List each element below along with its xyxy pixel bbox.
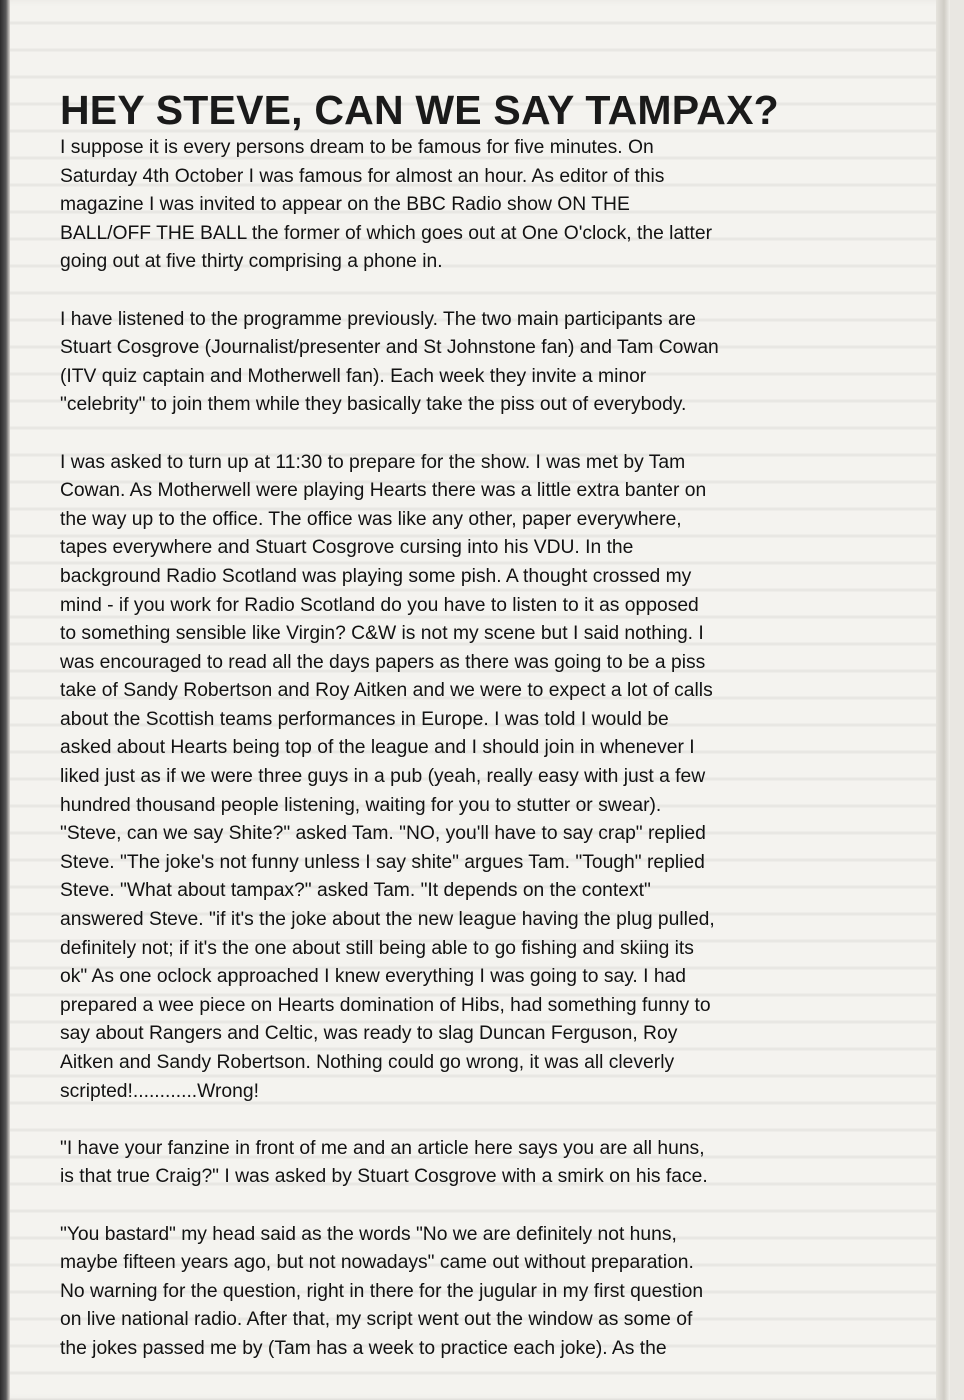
article-paragraph-2: I have listened to the programme previously. The two main participants are Stuart Cosgrove (Journalist/presenter and St Johnstone fan) and Tam Cowan (ITV quiz captain and Motherwell fan). Each week they invite a minor "celebrity" to join them while they basically take the piss out of everybody. <box>60 308 719 416</box>
article-paragraph-4: "I have your fanzine in front of me and an article here says you are all huns, is that true Craig?" I was asked by Stuart Cosgrove with a smirk on his face. <box>60 1137 708 1188</box>
article-paragraph-3: I was asked to turn up at 11:30 to prepare for the show. I was met by Tam Cowan. As Motherwell were playing Hearts there was a little extra banter on the way up to the office. The office was like any other, paper everywhere, tapes everywhere and Stuart Cosgrove cursing into his VDU. In the background Radio Scotland was playing some pish. A thought crossed my mind - if you work for Radio Scotland do you have to listen to it as opposed to something sensible like Virgin? C&W is not my scene but I said nothing. I was encouraged to read all the days papers as there was going to be a piss take of Sandy Robertson and Roy Aitken and we were to expect a lot of calls about the Scottish teams performances in Europe. I was told I would be asked about Hearts being top of the league and I should join in whenever I liked just as if we were three guys in a pub (yeah, really easy with just a few hundred thousand people listening, waiting for you to stutter or swear). "Steve, can we say Shite?" asked Tam. "NO, you'll have to say crap" replied Steve. "The joke's not funny unless I say shite" argues Tam. "Tough" replied Steve. "What about tampax?" asked Tam. "It depends on the context" answered Steve. "if it's the joke about the new league having the plug pulled, definitely not; if it's the one about still being able to go fishing and skiing its ok" As one oclock approached I knew everything I was going to say. I had prepared a wee piece on Hearts domination of Hibs, had something funny to say about Rangers and Celtic, was ready to slag Duncan Ferguson, Roy Aitken and Sandy Robertson. Nothing could go wrong, it was all cleverly scripted!............Wrong! <box>60 451 715 1102</box>
article-headline: HEY STEVE, CAN WE SAY TAMPAX? <box>60 87 779 133</box>
magazine-page <box>10 0 950 1400</box>
article <box>60 86 900 1364</box>
paragraph-spacer <box>60 277 900 306</box>
paragraph-spacer <box>60 420 900 449</box>
paragraph-spacer <box>60 1106 900 1135</box>
article-paragraph-5: "You bastard" my head said as the words "No we are definitely not huns, maybe fifteen years ago, but not nowadays" came out without preparation. No warning for the question, right in there for the jugular in my first question on live national radio. After that, my script went out the window as some of the jokes passed me by (Tam has a week to practice each joke). As the <box>60 1223 704 1359</box>
article-paragraph-1: I suppose it is every persons dream to be famous for five minutes. On Saturday 4th October I was famous for almost an hour. As editor of this magazine I was invited to appear on the BBC Radio show ON THE BALL/OFF THE BALL the former of which goes out at One O'clock, the latter going out at five thirty comprising a phone in. <box>60 137 713 273</box>
paragraph-spacer <box>60 1192 900 1221</box>
page-edge <box>936 0 950 1400</box>
